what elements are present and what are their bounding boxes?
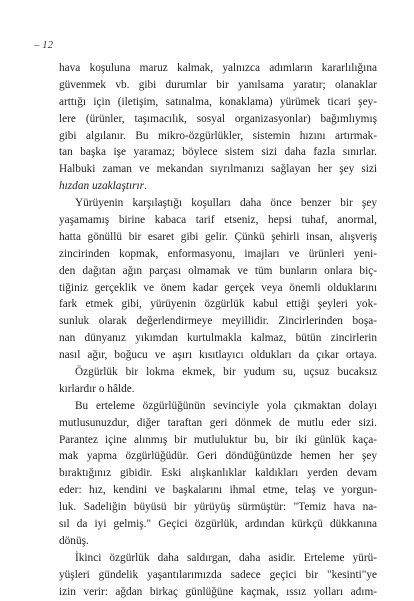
text-line: yaşamamış birine kabaca tarif etseniz, hepsi tuhaf, anormal, — [59, 214, 377, 227]
text-line: lere (ürünler, taşımacılık, sosyal organizasyonlar) bağımlıymış — [59, 112, 377, 125]
text-line: hatta gönüllü bir esaret gibi gelir. Çünkü şehirli insan, alışveriş — [59, 230, 377, 243]
text-line: tan başka işe yaramaz; böylece sistem sizi daha fazla sınırlar. — [59, 146, 377, 159]
text-line: Parantez içine alınmış bir mutluluktur bu, bir iki günlük kaça- — [59, 433, 377, 446]
text-line: eder: hız, kendini ve başkalarını ihmal etme, telaş ve yorgun- — [59, 484, 377, 497]
page-number: – 12 — [34, 40, 54, 51]
text-line: dönüş. — [59, 534, 89, 547]
line-suffix: . — [144, 180, 147, 193]
text-line: güvenmek vb. gibi durumlar bir yanılsama yaratır; olanaklar — [59, 78, 377, 91]
text-line: den dağıtan ağın parçası olmamak ve tüm bunların onlara biç- — [59, 264, 377, 277]
paragraph-2 — [59, 195, 377, 364]
paragraph-4 — [59, 398, 377, 550]
text-line: hava koşuluna maruz kalmak, yalnızca adımların kararlılığına — [59, 62, 377, 74]
text-line: nan dünyanız yıkımdan kurtulmakla kalmaz, bütün zincirlerin — [59, 332, 377, 345]
text-line: tiğiniz gerçeklik ve önem kadar gerçek veya önemli olduklarını — [59, 281, 377, 294]
text-line: gibi algılanır. Bu mikro-özgürlükler, sistemin hızını artırmak- — [59, 129, 377, 142]
text-line: Bu erteleme özgürlüğünün sevinciyle yola çıkmaktan dolayı — [75, 399, 377, 412]
text-line: Yürüyenin karşılaştığı koşulları daha önce benzer bir şey — [75, 197, 377, 210]
text-line: izin verir: ağdan birkaç günlüğüne kaçmak, ıssız yolları adım- — [59, 585, 377, 598]
text-line: nasıl ağır, boğucu ve aşırı kısıtlayıcı oldukları da çıkar ortaya. — [59, 349, 377, 362]
text-line: fark etmek gibi, yürüyenin özgürlük kabul ettiği şeyleri yok- — [59, 298, 377, 311]
text-line: sıl da iyi gelmiş." Geçici özgürlük, ardından kürkçü dükkanına — [59, 518, 377, 531]
text-line: yüşleri gündelik yaşantılarımızda sadece geçici bir "kesinti"ye — [59, 568, 377, 581]
paragraph-1 — [59, 60, 377, 195]
text-line: Özgürlük bir lokma ekmek, bir yudum su, uçsuz bucaksız — [75, 366, 377, 379]
text-line: mak yapma özgürlüğüdür. Geri döndüğünüzde hemen her şey — [59, 450, 377, 463]
text-line: Halbuki zaman ve mekandan sıyrılmanızı sağlayan her şey sizi — [59, 163, 377, 176]
text-line: luk. Sadeliğin büyüsü bir yürüyüş sürmüştür: "Temiz hava na- — [59, 501, 377, 514]
body-text — [59, 60, 377, 601]
text-line: sunluk olarak değerlendirmeye meyillidir. Zincirlerinden boşa- — [59, 315, 377, 328]
text-line: kırlardır o hâlde. — [59, 382, 135, 395]
text-line: mutlusunuzdur, diğer taraftan geri dönmek de mutlu eder sizi. — [59, 416, 377, 429]
text-line: İkinci özgürlük daha saldırgan, daha asidir. Erteleme yürü- — [75, 551, 377, 564]
text-line: bıraktığınız gibidir. Eski alışkanlıklar kaldıkları yerden devam — [59, 467, 377, 480]
emphasized-text: hızdan uzaklaştırır — [59, 180, 145, 193]
text-line: zincirinden kopmak, enformasyonu, imajları ve ürünleri yeni- — [59, 247, 377, 260]
paragraph-3 — [59, 364, 377, 398]
text-line: arttığı için (iletişim, satınalma, konaklama) yürümek ticari şey- — [59, 95, 377, 108]
paragraph-5 — [59, 550, 377, 601]
text-line — [59, 178, 377, 195]
